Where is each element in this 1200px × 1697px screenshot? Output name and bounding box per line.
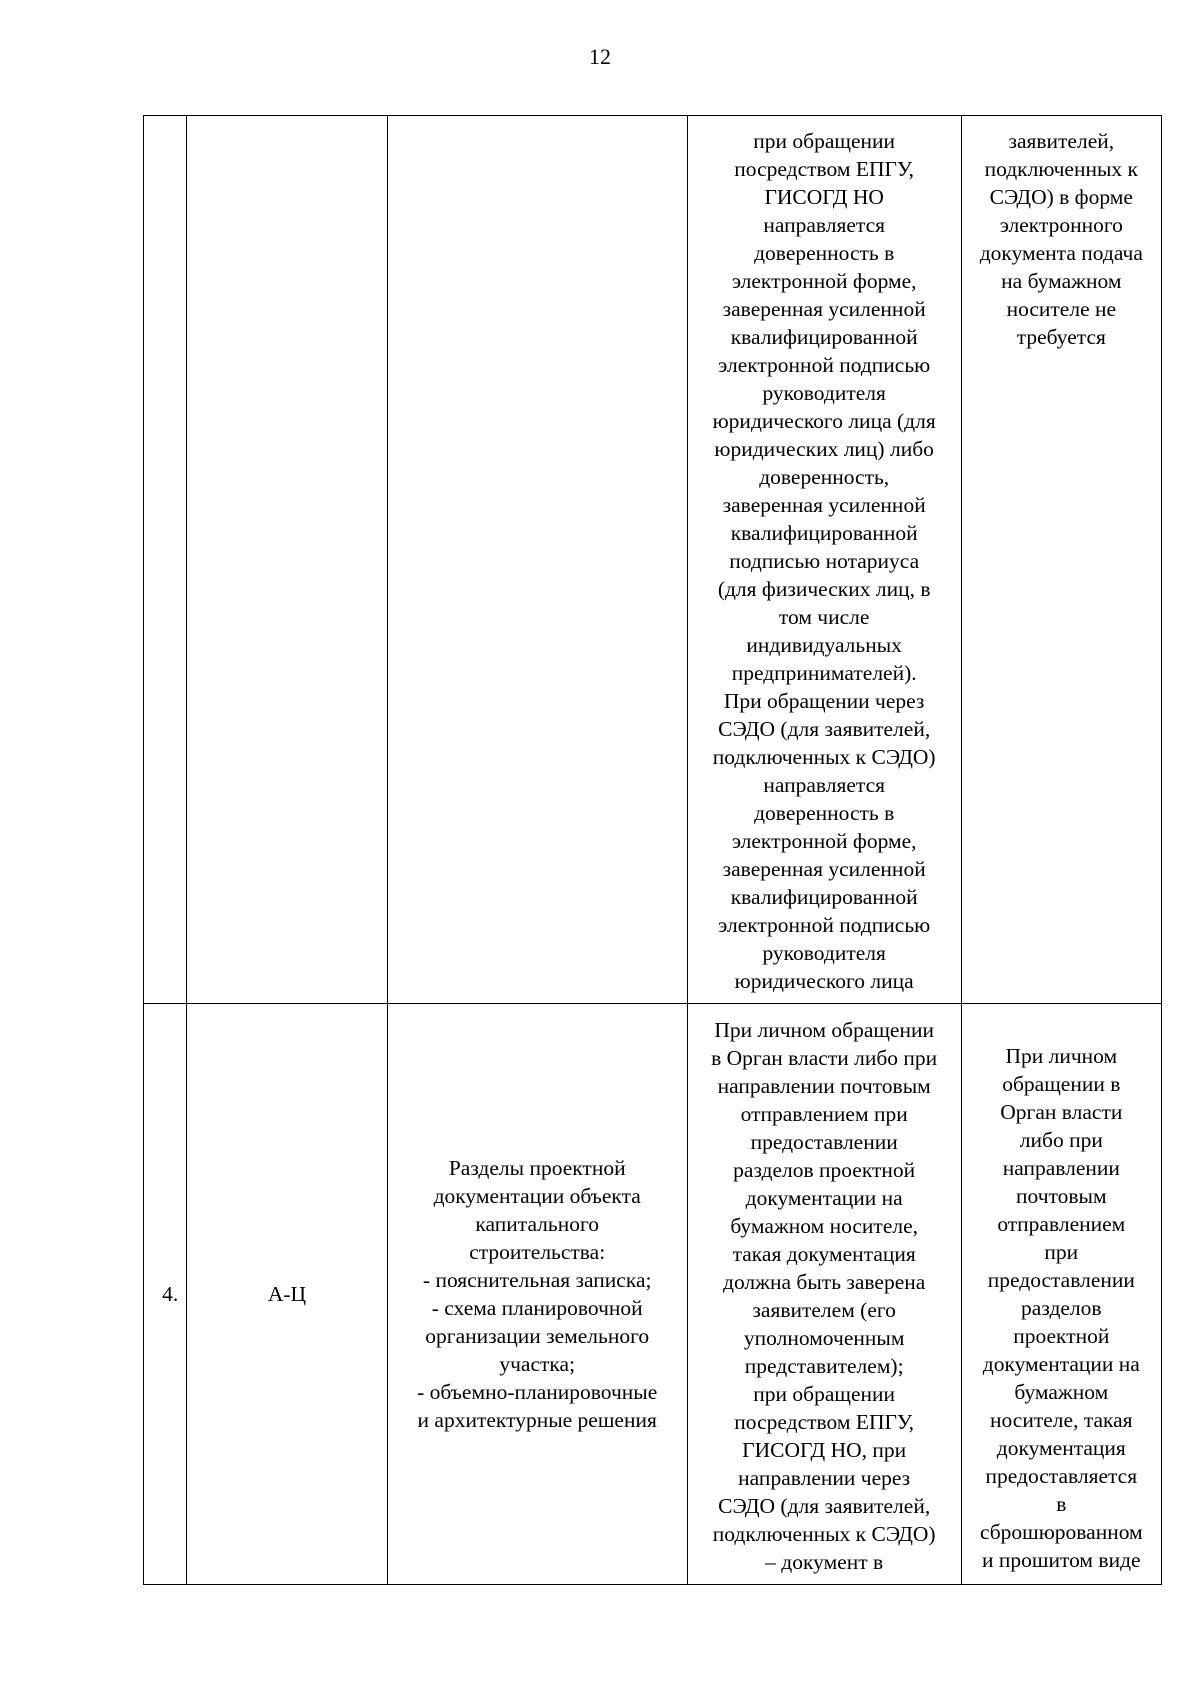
cell-letters xyxy=(187,116,387,1004)
cell-letters: А-Ц xyxy=(187,1004,387,1585)
cell-submission-form: заявителей, подключенных к СЭДО) в форме электронного документа подача на бумажном носителе не требуется xyxy=(961,116,1161,1004)
cell-number xyxy=(144,116,187,1004)
cell-submission-form: При личном обращении в Орган власти либо при направлении почтовым отправлением при предоставлении разделов проектной документации на бумажном носителе, такая документация предоставляется в сброшюрованном и прошитом виде xyxy=(961,1004,1161,1585)
cell-document-name xyxy=(387,116,687,1004)
table-row-4 xyxy=(144,1004,1162,1585)
page-number: 12 xyxy=(589,44,611,69)
document-table xyxy=(143,115,1162,1585)
cell-submission-requirements: при обращении посредством ЕПГУ, ГИСОГД НО направляется доверенность в электронной форме, заверенная усиленной квалифицированной электронной подписью руководителя юридического лица (для юридических лиц) либо доверенность, заверенная усиленной квалифицированной подписью нотариуса (для физических лиц, в том числе индивидуальных предпринимателей). При обращении через СЭДО (для заявителей, подключенных к СЭДО) направляется доверенность в электронной форме, заверенная усиленной квалифицированной электронной подписью руководителя юридического лица xyxy=(687,116,961,1004)
cell-document-name: Разделы проектной документации объекта капитального строительства: - пояснительная записка; - схема планировочной организации земельного участка; - объемно-планировочные и архитектурные решения xyxy=(387,1004,687,1585)
cell-number: 4. xyxy=(144,1004,187,1585)
table-row-continuation xyxy=(144,116,1162,1004)
cell-submission-requirements: При личном обращении в Орган власти либо при направлении почтовым отправлением при предоставлении разделов проектной документации на бумажном носителе, такая документация должна быть заверена заявителем (его уполномоченным представителем); при обращении посредством ЕПГУ, ГИСОГД НО, при направлении через СЭДО (для заявителей, подключенных к СЭДО) – документ в xyxy=(687,1004,961,1585)
